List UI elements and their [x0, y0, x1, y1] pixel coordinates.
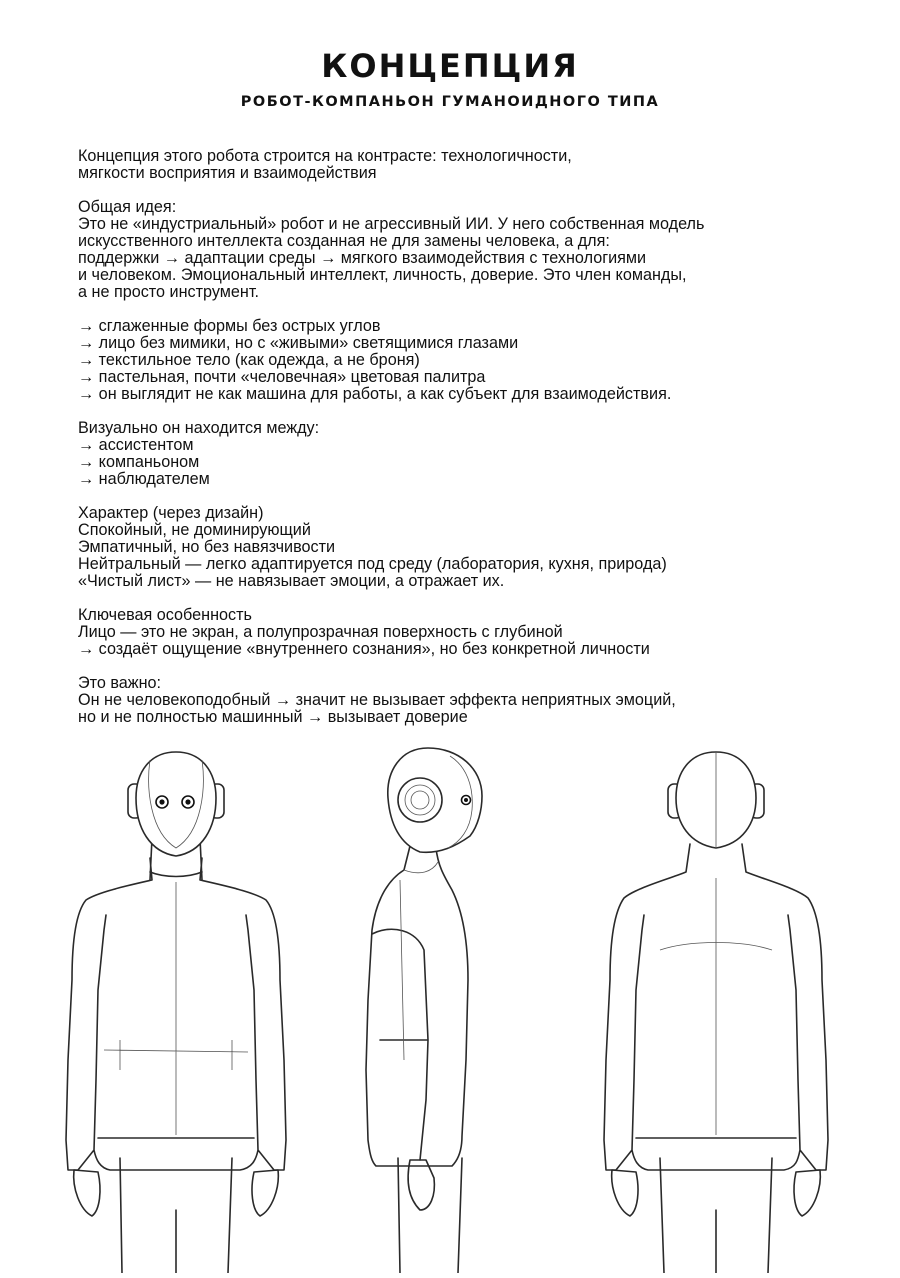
text-line: Спокойный, не доминирующий — [78, 521, 311, 539]
hand-left-front — [74, 1170, 100, 1216]
seam-side — [400, 862, 438, 1060]
list-item: → лицо без мимики, но с «живыми» светящимися глазами — [78, 334, 519, 352]
section-heading: Общая идея: — [78, 198, 177, 216]
text-line: Лицо — это не экран, а полупрозрачная поверхность с глубиной — [78, 623, 563, 641]
text-line: но и не полностью машинный → вызывает доверие — [78, 708, 468, 726]
text-line: искусственного интеллекта созданная не для замены человека, а для: — [78, 232, 610, 250]
visual-paragraph — [78, 420, 878, 488]
section-heading: Это важно: — [78, 674, 162, 692]
robot-turnaround-sketch — [0, 740, 900, 1273]
text-line: поддержки → адаптации среды → мягкого взаимодействия с технологиями — [78, 249, 647, 267]
page-title: КОНЦЕПЦИЯ — [321, 47, 579, 85]
text-line: мягкости восприятия и взаимодействия — [78, 164, 377, 182]
legs-back — [660, 1158, 772, 1273]
text-line: Это не «индустриальный» робот и не агрессивный ИИ. У него собственная модель — [78, 215, 705, 233]
hand-right-front — [252, 1170, 278, 1216]
text-line: Эмпатичный, но без навязчивости — [78, 538, 336, 556]
list-item: → он выглядит не как машина для работы, а как субъект для взаимодействия. — [78, 385, 672, 403]
text-line: а не просто инструмент. — [78, 283, 259, 301]
torso-side — [366, 846, 468, 1166]
robot-front-view — [66, 752, 286, 1273]
character-paragraph — [78, 505, 878, 590]
section-heading: Характер (через дизайн) — [78, 504, 264, 522]
section-heading: Ключевая особенность — [78, 606, 252, 624]
text-line: Концепция этого робота строится на контрасте: технологичности, — [78, 147, 572, 165]
list-item: → компаньоном — [78, 453, 200, 471]
list-item: → текстильное тело (как одежда, а не броня) — [78, 351, 420, 369]
features-list — [78, 318, 878, 403]
intro-paragraph — [78, 148, 878, 182]
robot-sketch-svg — [0, 740, 900, 1273]
legs-front — [120, 1158, 232, 1273]
section-heading: Визуально он находится между: — [78, 419, 320, 437]
list-item: → ассистентом — [78, 436, 194, 454]
hand-side — [408, 1160, 434, 1210]
hand-left-back — [612, 1170, 638, 1216]
seam-back — [660, 878, 772, 1135]
list-item: → наблюдателем — [78, 470, 210, 488]
page-subtitle: РОБОТ-КОМПАНЬОН ГУМАНОИДНОГО ТИПА — [240, 94, 660, 110]
robot-back-view — [604, 752, 828, 1273]
concept-text — [78, 148, 878, 726]
head-front — [136, 752, 216, 856]
hand-right-back — [794, 1170, 820, 1216]
list-item: → сглаженные формы без острых углов — [78, 317, 381, 335]
idea-paragraph — [78, 199, 878, 301]
text-line: Он не человекоподобный → значит не вызывает эффекта неприятных эмоций, — [78, 691, 676, 709]
robot-side-view — [366, 748, 482, 1273]
seam-front — [104, 882, 248, 1135]
text-line: и человеком. Эмоциональный интеллект, личность, доверие. Это член команды, — [78, 266, 687, 284]
text-line: «Чистый лист» — не навязывает эмоции, а отражает их. — [78, 572, 505, 590]
list-item: → пастельная, почти «человечная» цветовая палитра — [78, 368, 486, 386]
text-line: Нейтральный — легко адаптируется под среду (лаборатория, кухня, природа) — [78, 555, 667, 573]
key-feature-paragraph — [78, 607, 878, 658]
text-line: → создаёт ощущение «внутреннего сознания», но без конкретной личности — [78, 640, 650, 658]
important-paragraph — [78, 675, 878, 726]
